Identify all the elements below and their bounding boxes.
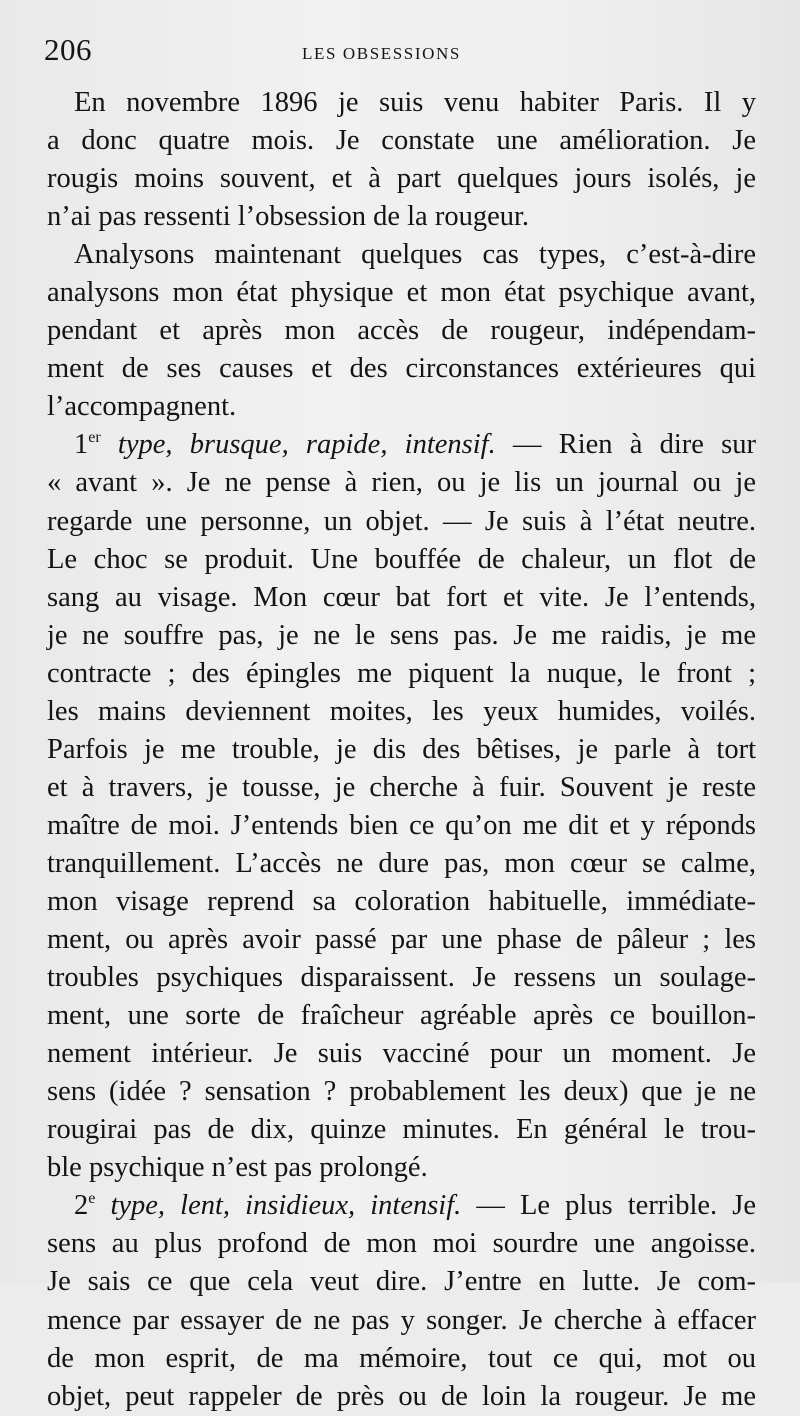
text-line: [47, 997, 756, 1035]
text-line: [47, 617, 756, 655]
line-text: sang au visage. Mon cœur bat fort et vite. Je l’entends,: [47, 581, 756, 613]
line-text: je ne souffre pas, je ne le sens pas. Je me raidis, je me: [47, 619, 756, 651]
text-line: [47, 84, 756, 122]
line-text: a donc quatre mois. Je constate une amélioration. Je: [47, 125, 756, 157]
text-line: [47, 959, 756, 997]
text-line: [47, 1149, 756, 1187]
line-text: sens (idée ? sensation ? probablement les deux) que je ne: [47, 1076, 756, 1108]
text-line: [47, 1340, 756, 1378]
text-line: [47, 541, 756, 579]
line-text: 1: [74, 429, 89, 461]
text-line: [47, 1263, 756, 1301]
line-text: de mon esprit, de ma mémoire, tout ce qui, mot ou: [47, 1342, 756, 1374]
section-heading-italic: type, lent, insidieux, intensif.: [95, 1190, 462, 1222]
text-line: [47, 198, 756, 236]
line-text: Analysons maintenant quelques cas types, c’est-à-dire: [74, 239, 756, 271]
line-text: 2: [74, 1190, 89, 1222]
running-head: LES OBSESSIONS: [302, 44, 461, 63]
line-text: n’ai pas ressenti l’obsession de la rougeur.: [47, 201, 530, 233]
ordinal-superscript: er: [88, 429, 101, 447]
text-line: [47, 807, 756, 845]
text-line: [47, 845, 756, 883]
line-text: Le choc se produit. Une bouffée de chaleur, un flot de: [47, 543, 756, 575]
text-line: [47, 883, 756, 921]
body-text: [47, 84, 756, 1416]
line-text: Parfois je me trouble, je dis des bêtises, je parle à tort: [47, 733, 756, 765]
text-line: [47, 579, 756, 617]
text-line: [47, 1187, 756, 1225]
line-text: — Le plus terrible. Je: [461, 1190, 756, 1222]
line-text: maître de moi. J’entends bien ce qu’on me dit et y réponds: [47, 809, 756, 841]
line-text: tranquillement. L’accès ne dure pas, mon cœur se calme,: [47, 847, 756, 879]
line-text: l’accompagnent.: [47, 391, 237, 423]
text-line: [47, 1111, 756, 1149]
page-header: [44, 32, 758, 72]
line-text: « avant ». Je ne pense à rien, ou je lis un journal ou je: [47, 467, 756, 499]
line-text: nement intérieur. Je suis vacciné pour un moment. Je: [47, 1038, 756, 1070]
text-line: [47, 1302, 756, 1340]
text-line: [47, 769, 756, 807]
line-text: ment de ses causes et des circonstances extérieures qui: [47, 353, 756, 385]
text-line: [47, 274, 756, 312]
line-text: rougis moins souvent, et à part quelques jours isolés, je: [47, 163, 756, 195]
line-text: sens au plus profond de mon moi sourdre une angoisse.: [47, 1228, 756, 1260]
text-line: [47, 312, 756, 350]
text-line: [47, 655, 756, 693]
text-line: [47, 236, 756, 274]
ordinal-superscript: e: [88, 1190, 96, 1208]
text-line: [47, 503, 756, 541]
text-line: [47, 1378, 756, 1416]
line-text: troubles psychiques disparaissent. Je ressens un soulage-: [47, 962, 756, 994]
line-text: et à travers, je tousse, je cherche à fuir. Souvent je reste: [47, 771, 756, 803]
line-text: Je sais ce que cela veut dire. J’entre en lutte. Je com-: [47, 1266, 756, 1298]
section-heading-italic: type, brusque, rapide, intensif.: [100, 429, 496, 461]
line-text: regarde une personne, un objet. — Je suis à l’état neutre.: [47, 505, 756, 537]
text-line: [47, 1073, 756, 1111]
line-text: ment, une sorte de fraîcheur agréable après ce bouillon-: [47, 1000, 756, 1032]
line-text: En novembre 1896 je suis venu habiter Paris. Il y: [74, 87, 756, 118]
line-text: objet, peut rappeler de près ou de loin la rougeur. Je me: [47, 1380, 756, 1412]
text-line: [47, 426, 756, 464]
text-line: [47, 350, 756, 388]
line-text: mon visage reprend sa coloration habituelle, immédiate-: [47, 885, 756, 917]
line-text: ble psychique n’est pas prolongé.: [47, 1152, 428, 1184]
line-text: ment, ou après avoir passé par une phase de pâleur ; les: [47, 924, 756, 956]
text-line: [47, 693, 756, 731]
text-line: [47, 1225, 756, 1263]
line-text: contracte ; des épingles me piquent la nuque, le front ;: [47, 657, 756, 689]
text-line: [47, 122, 756, 160]
text-line: [47, 388, 756, 426]
line-text: pendant et après mon accès de rougeur, indépendam-: [47, 315, 756, 347]
line-text: — Rien à dire sur: [495, 429, 756, 461]
text-line: [47, 921, 756, 959]
text-line: [47, 1035, 756, 1073]
text-line: [47, 464, 756, 502]
text-line: [47, 731, 756, 769]
text-line: [47, 160, 756, 198]
page-number: 206: [44, 32, 92, 67]
line-text: rougirai pas de dix, quinze minutes. En général le trou-: [47, 1114, 756, 1146]
line-text: analysons mon état physique et mon état psychique avant,: [47, 277, 756, 309]
line-text: mence par essayer de ne pas y songer. Je cherche à effacer: [47, 1304, 756, 1336]
line-text: les mains deviennent moites, les yeux humides, voilés.: [47, 695, 756, 727]
